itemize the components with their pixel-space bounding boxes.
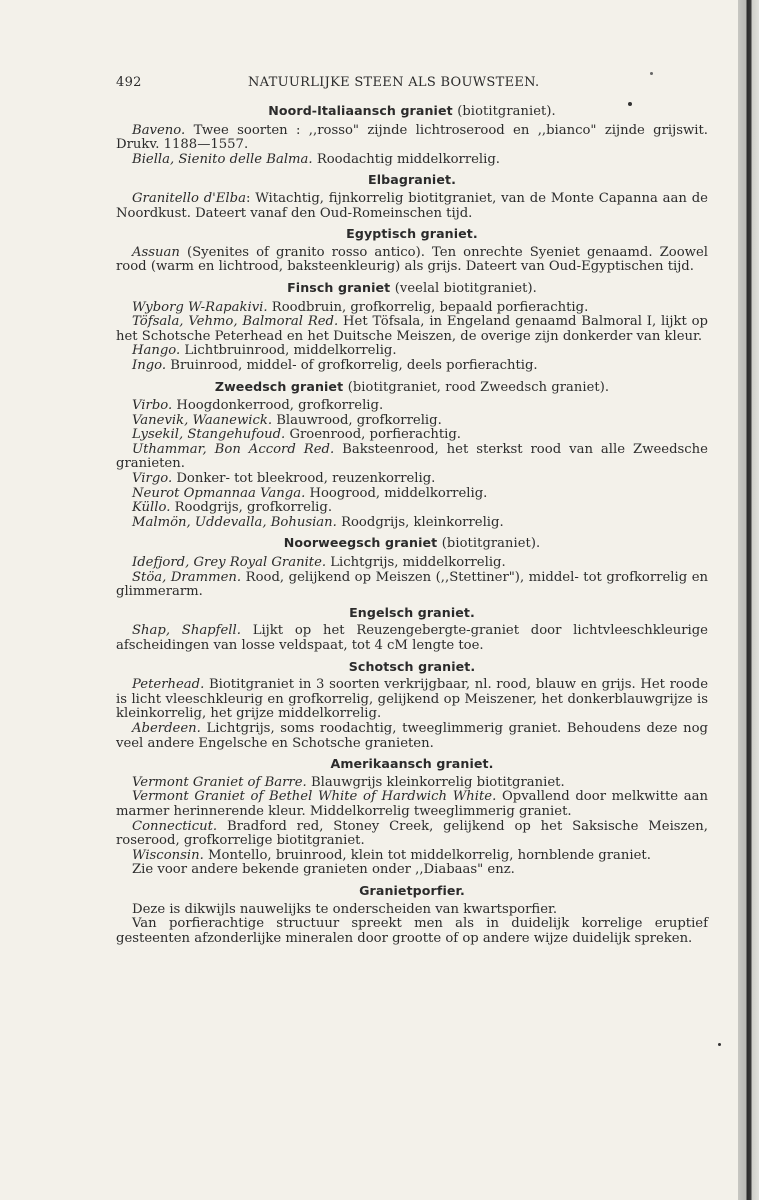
entry: Baveno. Twee soorten : ,,rosso" zijnde lichtroserood en ,,bianco" zijnde grijswit. Drukv. 1188—1557. bbox=[116, 122, 708, 153]
section-heading-zweedsch: Zweedsch graniet (biotitgraniet, rood Zweedsch graniet). bbox=[214, 378, 610, 395]
entry: Stöa, Drammen. Rood, gelijkend op Meiszen (,,Stettiner"), middel- tot grofkorrelig en glimmerarm. bbox=[116, 569, 708, 600]
running-header bbox=[116, 76, 708, 98]
entry: Granitello d'Elba: Witachtig, fijnkorrelig biotitgraniet, van de Monte Capanna aan de Noordkust. Dateert vanaf den Oud-Romeinschen tijd. bbox=[116, 190, 708, 221]
running-title: NATUURLIJKE STEEN ALS BOUWSTEEN. bbox=[248, 75, 540, 90]
entry: Ingo. Bruinrood, middel- of grofkorrelig, deels porfierachtig. bbox=[132, 357, 538, 373]
page-content bbox=[116, 76, 708, 946]
entry: Aberdeen. Lichtgrijs, soms roodachtig, tweeglimmerig graniet. Behoudens deze nog veel andere Engelsche en Schotsche granieten. bbox=[116, 720, 708, 751]
entry: Töfsala, Vehmo, Balmoral Red. Het Töfsala, in Engeland genaamd Balmoral I, lijkt op het Schotsche Peterhead en het Duitsche Meiszen, de overige zijn donkerder van kleur. bbox=[116, 314, 708, 344]
entry: Malmön, Uddevalla, Bohusian. Roodgrijs, kleinkorrelig. bbox=[132, 514, 504, 530]
ink-speck bbox=[718, 1043, 721, 1046]
entry: Vermont Graniet of Barre. Blauwgrijs kleinkorrelig biotitgraniet. bbox=[132, 774, 565, 790]
entry: Lysekil, Stangehufoud. Groenrood, porfierachtig. bbox=[132, 427, 462, 443]
entry: Virbo. Hoogdonkerrood, grofkorrelig. bbox=[132, 398, 384, 414]
entry: Uthammar, Bon Accord Red. Baksteenrood, het sterkst rood van alle Zweedsche granieten. bbox=[116, 441, 708, 472]
entry: Idefjord, Grey Royal Granite. Lichtgrijs, middelkorrelig. bbox=[132, 555, 506, 571]
section-heading-granietporfier: Granietporfier. bbox=[359, 882, 465, 898]
entry: Peterhead. Biotitgraniet in 3 soorten verkrijgbaar, nl. rood, blauw en grijs. Het roode is licht vleeschkleurig en grofkorrelig, gelijkend op Meiszener, het donkerblauwgrijze is kleinkorrelig, het grijze middelkorrelig. bbox=[116, 677, 708, 722]
entry: Vanevik, Waanewick. Blauwrood, grofkorrelig. bbox=[132, 412, 442, 428]
entry: Zie voor andere bekende granieten onder ,,Diabaas" enz. bbox=[132, 862, 515, 878]
entry: Virgo. Donker- tot bleekrood, reuzenkorrelig. bbox=[132, 471, 436, 487]
entry: Shap, Shapfell. Lijkt op het Reuzengebergte-graniet door lichtvleeschkleurige afscheidingen van losse veldspaat, tot 4 cM lengte toe. bbox=[116, 623, 708, 653]
section-heading-engelsch: Engelsch graniet. bbox=[349, 604, 475, 620]
page-number: 492 bbox=[116, 75, 142, 90]
entry: Biella, Sienito delle Balma. Roodachtig middelkorrelig. bbox=[132, 151, 500, 167]
ink-speck bbox=[650, 72, 653, 75]
section-heading-amerikaansch: Amerikaansch graniet. bbox=[330, 756, 494, 772]
paragraph: Deze is dikwijls nauwelijks te onderscheiden van kwartsporfier. bbox=[132, 901, 558, 917]
entry: Wyborg W-Rapakivi. Roodbruin, grofkorrelig, bepaald porfierachtig. bbox=[132, 299, 589, 315]
section-heading-elbagraniet: Elbagraniet. bbox=[368, 172, 456, 188]
section-heading-finsch: Finsch graniet (veelal biotitgraniet). bbox=[287, 279, 537, 296]
section-heading-egyptisch: Egyptisch graniet. bbox=[346, 226, 478, 242]
entry: Küllo. Roodgrijs, grofkorrelig. bbox=[132, 500, 333, 516]
section-heading-noorweegsch: Noorweegsch graniet (biotitgraniet). bbox=[283, 535, 541, 552]
entry: Hango. Lichtbruinrood, middelkorrelig. bbox=[132, 343, 397, 359]
section-heading-schotsch: Schotsch graniet. bbox=[348, 658, 476, 674]
entry: Vermont Graniet of Bethel White of Hardwich White. Opvallend door melkwitte aan marmer herinnerende kleur. Middelkorrelig tweeglimmerig graniet. bbox=[116, 789, 708, 819]
entry: Neurot Opmannaa Vanga. Hoogrood, middelkorrelig. bbox=[132, 485, 488, 501]
paragraph: Van porfierachtige structuur spreekt men als in duidelijk korrelige eruptief gesteenten afzonderlijke mineralen door grootte of op andere wijze duidelijk spreken. bbox=[116, 916, 708, 946]
entry: Connecticut. Bradford red, Stoney Creek, gelijkend op het Saksische Meiszen, roserood, grofkorrelige biotitgraniet. bbox=[116, 818, 708, 849]
book-binding-edge bbox=[738, 0, 759, 1200]
entry: Assuan (Syenites of granito rosso antico). Ten onrechte Syeniet genaamd. Zoowel rood (warm en lichtrood, baksteenkleurig) als grijs. Dateert van Oud-Egyptischen tijd. bbox=[116, 244, 708, 275]
section-heading-noord-italiaansch: Noord-Italiaansch graniet (biotitgraniet). bbox=[268, 103, 556, 119]
entry: Wisconsin. Montello, bruinrood, klein tot middelkorrelig, hornblende graniet. bbox=[132, 847, 651, 863]
